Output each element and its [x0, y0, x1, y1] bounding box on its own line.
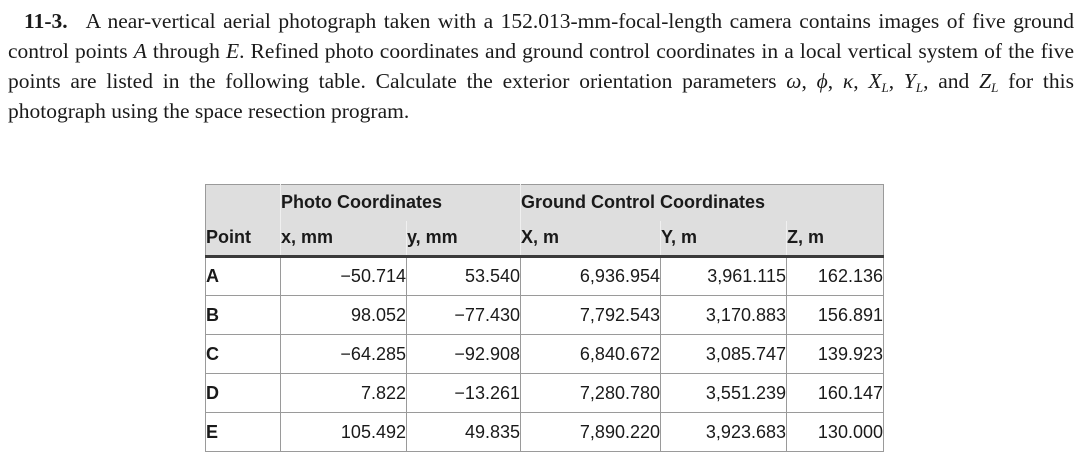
problem-number: 11-3. [24, 9, 68, 33]
photo-coordinates-header: Photo Coordinates [281, 185, 521, 221]
blank-header-cell [206, 185, 281, 221]
col-X-m-header: X, m [521, 221, 661, 257]
col-point-header: Point [206, 221, 281, 257]
point-cell: C [206, 335, 281, 374]
Y-m-cell: 3,961.115 [661, 257, 787, 296]
point-cell: E [206, 413, 281, 452]
x-mm-cell: 98.052 [281, 296, 407, 335]
Z-m-cell: 162.136 [787, 257, 884, 296]
col-Z-m-header: Z, m [787, 221, 884, 257]
Y-m-cell: 3,923.683 [661, 413, 787, 452]
x-mm-cell: 7.822 [281, 374, 407, 413]
table-row [206, 335, 884, 374]
y-mm-cell: 53.540 [407, 257, 521, 296]
problem-statement: 11-3. A near-vertical aerial photograph taken with a 152.013-mm-focal-length camera contains images of five ground control points A through E. Refined photo coordinates and ground control coordinates in a local vertical system of the five points are listed in the following table. Calculate the exterior orientation parameters ω, ϕ, κ, $X_L$, $Y_L$, and $Z_L$ for this photograph using the space resection program. [8, 9, 1074, 123]
X-m-cell: 6,936.954 [521, 257, 661, 296]
y-mm-cell: 49.835 [407, 413, 521, 452]
Z-m-cell: 160.147 [787, 374, 884, 413]
table-row [206, 374, 884, 413]
through-text: through [146, 39, 226, 63]
table-column-header [206, 221, 884, 257]
phi-symbol: ϕ [816, 69, 828, 93]
Z-m-cell: 130.000 [787, 413, 884, 452]
point-cell: D [206, 374, 281, 413]
Y-m-cell: 3,170.883 [661, 296, 787, 335]
problem-text-1: A near-vertical aerial photograph taken with a 152.013-mm-focal-length camera contains images of five ground control points [8, 9, 1074, 63]
X-m-cell: 6,840.672 [521, 335, 661, 374]
Y-m-cell: 3,551.239 [661, 374, 787, 413]
table-row [206, 413, 884, 452]
X-m-cell: 7,890.220 [521, 413, 661, 452]
y-mm-cell: −77.430 [407, 296, 521, 335]
x-mm-cell: −64.285 [281, 335, 407, 374]
point-e-label: E [225, 39, 240, 63]
kappa-symbol: κ [842, 69, 854, 93]
table-row [206, 257, 884, 296]
point-a-label: A [133, 39, 147, 63]
y-mm-cell: −13.261 [407, 374, 521, 413]
table-row [206, 296, 884, 335]
point-cell: A [206, 257, 281, 296]
y-mm-cell: −92.908 [407, 335, 521, 374]
problem-text-3: for this photograph using the space resection program. [8, 69, 1074, 123]
col-x-mm-header: x, mm [281, 221, 407, 257]
X-m-cell: 7,792.543 [521, 296, 661, 335]
x-mm-cell: −50.714 [281, 257, 407, 296]
yl-symbol: $Y_L$ [903, 69, 924, 95]
Z-m-cell: 139.923 [787, 335, 884, 374]
ground-control-header: Ground Control Coordinates [521, 185, 884, 221]
table-group-header [206, 185, 884, 221]
zl-symbol: $Z_L$ [979, 69, 999, 95]
Z-m-cell: 156.891 [787, 296, 884, 335]
x-mm-cell: 105.492 [281, 413, 407, 452]
point-cell: B [206, 296, 281, 335]
col-Y-m-header: Y, m [661, 221, 787, 257]
problem-text-2: . Refined photo coordinates and ground control coordinates in a local vertical system of the five points are listed in the following table. Calculate the exterior orientation parameters [8, 39, 1074, 93]
xl-symbol: $X_L$ [868, 69, 889, 95]
and-text: and [938, 69, 970, 93]
omega-symbol: ω [786, 69, 802, 93]
col-y-mm-header: y, mm [407, 221, 521, 257]
coordinates-table [205, 184, 884, 452]
Y-m-cell: 3,085.747 [661, 335, 787, 374]
X-m-cell: 7,280.780 [521, 374, 661, 413]
